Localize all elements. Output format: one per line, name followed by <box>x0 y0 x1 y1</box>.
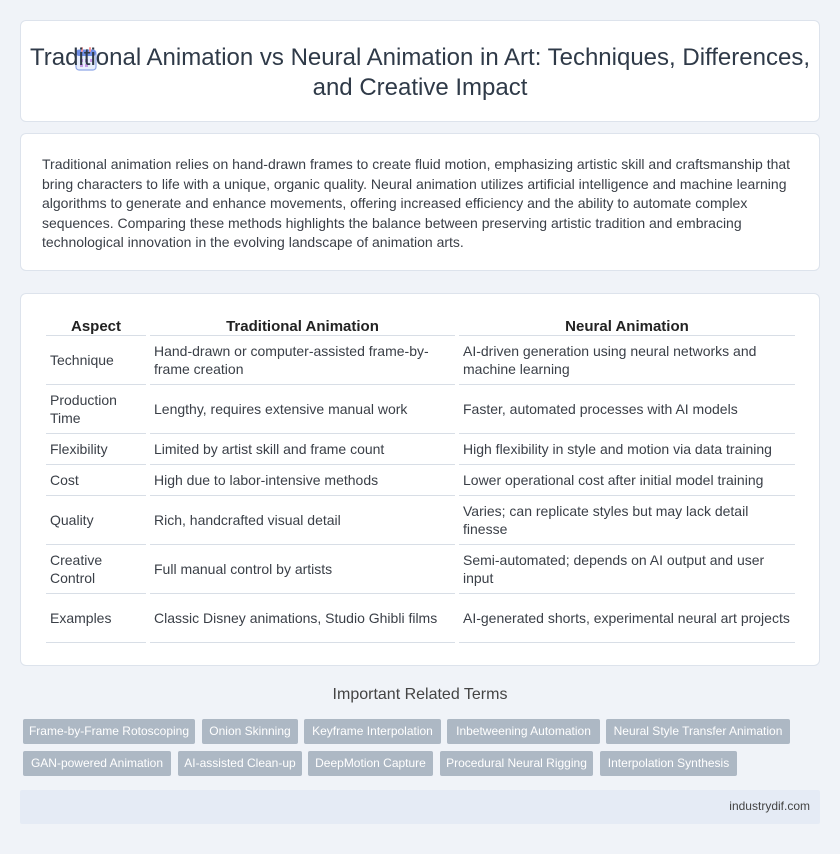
tag-item[interactable]: AI-assisted Clean-up <box>178 751 302 776</box>
footer-site[interactable]: industrydif.com <box>729 799 810 813</box>
intro-paragraph: Traditional animation relies on hand-drawn frames to create fluid motion, emphasizing artistic skill and craftsmanship that bring characters to life with a unique, organic quality. Neural animation utilizes artificial intelligence and machine learning algorithms to generate and enhance movements, offering increased efficiency and the ability to automate complex sequences. Comparing these methods highlights the balance between preserving artistic tradition and embracing technological innovation in the evolving landscape of animation arts. <box>42 156 791 250</box>
row-neural: Faster, automated processes with AI models <box>459 385 795 434</box>
tag-item[interactable]: Keyframe Interpolation <box>304 719 441 744</box>
row-traditional: Lengthy, requires extensive manual work <box>150 385 455 434</box>
tag-item[interactable]: GAN-powered Animation <box>23 751 171 776</box>
table-row <box>46 465 795 496</box>
row-neural: Lower operational cost after initial model training <box>459 465 795 496</box>
row-traditional: Full manual control by artists <box>150 545 455 594</box>
header-neural: Neural Animation <box>459 316 795 336</box>
row-aspect: Flexibility <box>46 434 146 465</box>
table-row <box>46 385 795 434</box>
row-aspect: Cost <box>46 465 146 496</box>
row-aspect: Technique <box>46 336 146 385</box>
row-neural: Varies; can replicate styles but may lack detail finesse <box>459 496 795 545</box>
row-neural: AI-generated shorts, experimental neural art projects <box>459 594 795 643</box>
row-neural: Semi-automated; depends on AI output and user input <box>459 545 795 594</box>
tag-item[interactable]: Frame-by-Frame Rotoscoping <box>23 719 195 744</box>
header-aspect: Aspect <box>46 316 146 336</box>
row-aspect: Quality <box>46 496 146 545</box>
title-card <box>20 20 820 122</box>
row-traditional: Rich, handcrafted visual detail <box>150 496 455 545</box>
tag-item[interactable]: Neural Style Transfer Animation <box>606 719 790 744</box>
row-traditional: Hand-drawn or computer-assisted frame-by-frame creation <box>150 336 455 385</box>
table-row <box>46 496 795 545</box>
tag-item[interactable]: Interpolation Synthesis <box>600 751 737 776</box>
table-row <box>46 336 795 385</box>
row-aspect: Examples <box>46 594 146 643</box>
related-terms-title: Important Related Terms <box>332 686 508 703</box>
row-aspect: Production Time <box>46 385 146 434</box>
row-traditional: Classic Disney animations, Studio Ghibli films <box>150 594 455 643</box>
intro-card <box>20 133 820 271</box>
row-aspect: Creative Control <box>46 545 146 594</box>
table-row <box>46 594 795 643</box>
page-title: Traditional Animation vs Neural Animation in Art: Techniques, Differences, and Creative Impact <box>30 44 810 101</box>
row-neural: High flexibility in style and motion via data training <box>459 434 795 465</box>
comparison-card <box>20 293 820 666</box>
tag-item[interactable]: Inbetweening Automation <box>447 719 600 744</box>
tag-item[interactable]: DeepMotion Capture <box>308 751 433 776</box>
table-row <box>46 545 795 594</box>
tag-item[interactable]: Onion Skinning <box>202 719 298 744</box>
comparison-table <box>42 316 799 643</box>
row-traditional: Limited by artist skill and frame count <box>150 434 455 465</box>
footer <box>20 790 820 824</box>
header-traditional: Traditional Animation <box>150 316 455 336</box>
tag-item[interactable]: Procedural Neural Rigging <box>440 751 593 776</box>
row-traditional: High due to labor-intensive methods <box>150 465 455 496</box>
row-neural: AI-driven generation using neural networks and machine learning <box>459 336 795 385</box>
table-row <box>46 434 795 465</box>
